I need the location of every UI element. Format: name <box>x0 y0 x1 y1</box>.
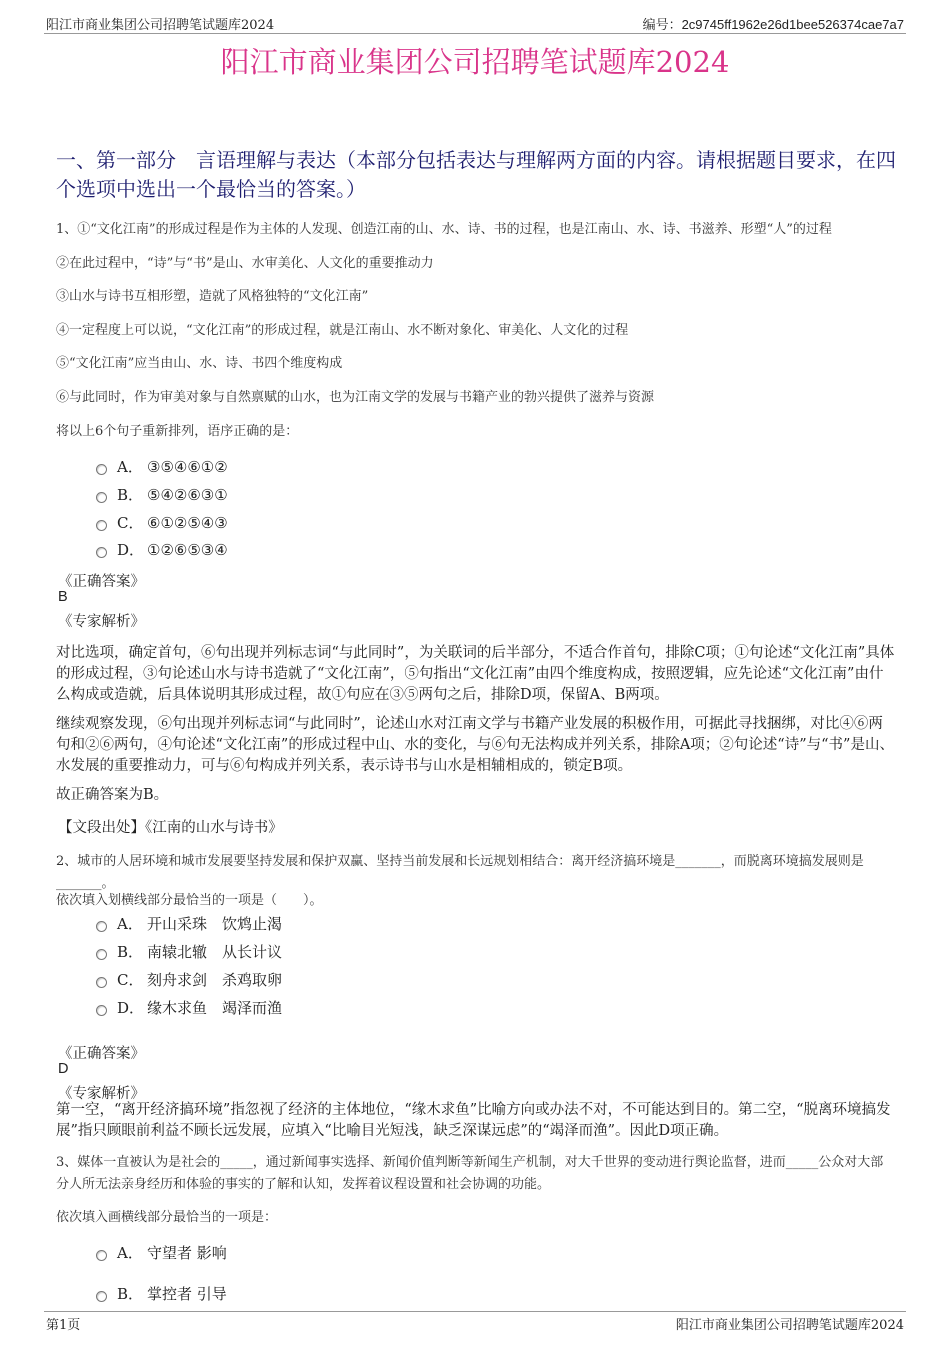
q3-instruction: 依次填入画横线部分最恰当的一项是： <box>56 1210 278 1225</box>
q3-option-a[interactable] <box>96 1243 227 1263</box>
radio-icon[interactable] <box>96 949 107 960</box>
option-text: ①②⑥⑤③④ <box>147 541 228 559</box>
option-text: ⑤④②⑥③① <box>147 486 228 504</box>
q2-option-d[interactable] <box>96 998 282 1018</box>
q1-option-b[interactable] <box>96 485 228 505</box>
option-text: ⑥①②⑤④③ <box>147 514 228 532</box>
radio-icon[interactable] <box>96 520 107 531</box>
header-doc-id: 编号：2c9745ff1962e26d1bee526374cae7a7 <box>642 17 904 32</box>
q2-option-c[interactable] <box>96 970 282 990</box>
section-heading: 一、第一部分 言语理解与表达（本部分包括表达与理解两方面的内容。请根据题目要求，在四个选项中选出一个最恰当的答案。） <box>56 148 896 201</box>
option-text: 刻舟求剑 杀鸡取卵 <box>147 971 283 989</box>
option-text: 南辕北辙 从长计议 <box>147 943 283 961</box>
q1-line-1: 1、①“文化江南”的形成过程是作为主体的人发现、创造江南的山、水、诗、书的过程，也是江南山、水、诗、书滋养、形塑“人”的过程 <box>56 222 832 237</box>
radio-icon[interactable] <box>96 1291 107 1302</box>
option-text: 缘木求鱼 竭泽而渔 <box>147 999 283 1017</box>
page-title: 阳江市商业集团公司招聘笔试题库2024 <box>220 45 730 79</box>
q1-line-4: ④一定程度上可以说，“文化江南”的形成过程，就是江南山、水不断对象化、审美化、人文化的过程 <box>56 323 629 338</box>
page-number: 第1页 <box>46 1318 81 1333</box>
option-letter: A． <box>117 458 143 476</box>
q2-option-b[interactable] <box>96 942 282 962</box>
radio-icon[interactable] <box>96 547 107 558</box>
footer-doc-title: 阳江市商业集团公司招聘笔试题库2024 <box>675 1318 904 1333</box>
q2-analysis-label: 《专家解析》 <box>58 1086 145 1102</box>
option-text: 掌控者 引导 <box>147 1285 227 1303</box>
q1-option-a[interactable] <box>96 457 228 477</box>
option-letter: B． <box>117 486 144 504</box>
q1-answer-label: 《正确答案》 <box>58 574 145 590</box>
radio-icon[interactable] <box>96 1250 107 1261</box>
footer-divider <box>44 1311 906 1312</box>
option-letter: A． <box>117 1244 143 1262</box>
q1-analysis-label: 《专家解析》 <box>58 614 145 630</box>
q1-source: 【文段出处】《江南的山水与诗书》 <box>58 820 283 836</box>
header-divider <box>44 33 906 34</box>
option-text: ③⑤④⑥①② <box>147 458 228 476</box>
option-letter: A． <box>117 915 143 933</box>
option-letter: C． <box>117 971 144 989</box>
q2-option-a[interactable] <box>96 914 282 934</box>
radio-icon[interactable] <box>96 464 107 475</box>
q1-line-5: ⑤“文化江南”应当由山、水、诗、书四个维度构成 <box>56 356 343 371</box>
option-text: 开山采珠 饮鸩止渴 <box>147 915 283 933</box>
option-letter: D． <box>117 999 145 1017</box>
q1-analysis-conclusion: 故正确答案为B。 <box>56 787 169 803</box>
q1-instruction: 将以上6个句子重新排列，语序正确的是： <box>56 424 299 439</box>
q1-analysis-para-2: 继续观察发现，⑥句出现并列标志词“与此同时”，论述山水对江南文学与书籍产业发展的积极作用，可据此寻找捆绑，对比④⑥两句和②⑥两句，④句论述“文化江南”的形成过程中山、水的变化，与⑥句无法构成并列关系，排除A项；②句论述“诗”与“书”是山、水发展的重要推动力，可与⑥句构成并列关系，表示诗书与山水是相辅相成的，锁定B项。 <box>56 716 894 774</box>
q1-line-6: ⑥与此同时，作为审美对象与自然禀赋的山水，也为江南文学的发展与书籍产业的勃兴提供了滋养与资源 <box>56 390 655 405</box>
radio-icon[interactable] <box>96 492 107 503</box>
q2-instruction: 依次填入划横线部分最恰当的一项是（ ）。 <box>56 893 323 908</box>
option-letter: C． <box>117 514 144 532</box>
option-letter: B． <box>117 1285 144 1303</box>
q2-stem: 2、城市的人居环境和城市发展要坚持发展和保护双赢、坚持当前发展和长远规划相结合：离开经济搞环境是_______，而脱离环境搞发展则是_______。 <box>56 854 864 891</box>
option-letter: D． <box>117 541 145 559</box>
q2-answer-label: 《正确答案》 <box>58 1046 145 1062</box>
option-letter: B． <box>117 943 144 961</box>
q2-answer: D <box>58 1061 69 1077</box>
radio-icon[interactable] <box>96 977 107 988</box>
q1-analysis-para-1: 对比选项，确定首句，⑥句出现并列标志词“与此同时”，为关联词的后半部分，不适合作首句，排除C项；①句论述“文化江南”具体的形成过程，③句论述山水与诗书造就了“文化江南”，⑤句指出“文化江南”由四个维度构成，按照逻辑，应先论述“文化江南”由什么构成或造就，后具体说明其形成过程，故①句应在③⑤两句之后，排除D项，保留A、B两项。 <box>56 645 895 703</box>
q3-option-b[interactable] <box>96 1284 227 1304</box>
header-doc-title: 阳江市商业集团公司招聘笔试题库2024 <box>46 18 275 33</box>
radio-icon[interactable] <box>96 921 107 932</box>
radio-icon[interactable] <box>96 1005 107 1016</box>
q3-stem: 3、媒体一直被认为是社会的_____，通过新闻事实选择、新闻价值判断等新闻生产机制，对大千世界的变动进行舆论监督，进而_____公众对大部分人所无法亲身经历和体验的事实的了解和认知，发挥着议程设置和社会协调的功能。 <box>56 1155 884 1192</box>
q2-analysis: 第一空，“离开经济搞环境”指忽视了经济的主体地位，“缘木求鱼”比喻方向或办法不对，不可能达到目的。第二空，“脱离环境搞发展”指只顾眼前利益不顾长远发展，应填入“比喻目光短浅，缺乏深谋远虑”的“竭泽而渔”。因此D项正确。 <box>56 1102 891 1139</box>
q1-answer: B <box>58 589 68 605</box>
q1-option-d[interactable] <box>96 540 228 560</box>
q1-option-c[interactable] <box>96 513 228 533</box>
q1-line-2: ②在此过程中，“诗”与“书”是山、水审美化、人文化的重要推动力 <box>56 256 434 271</box>
option-text: 守望者 影响 <box>147 1244 227 1262</box>
q1-line-3: ③山水与诗书互相形塑，造就了风格独特的“文化江南” <box>56 289 369 304</box>
